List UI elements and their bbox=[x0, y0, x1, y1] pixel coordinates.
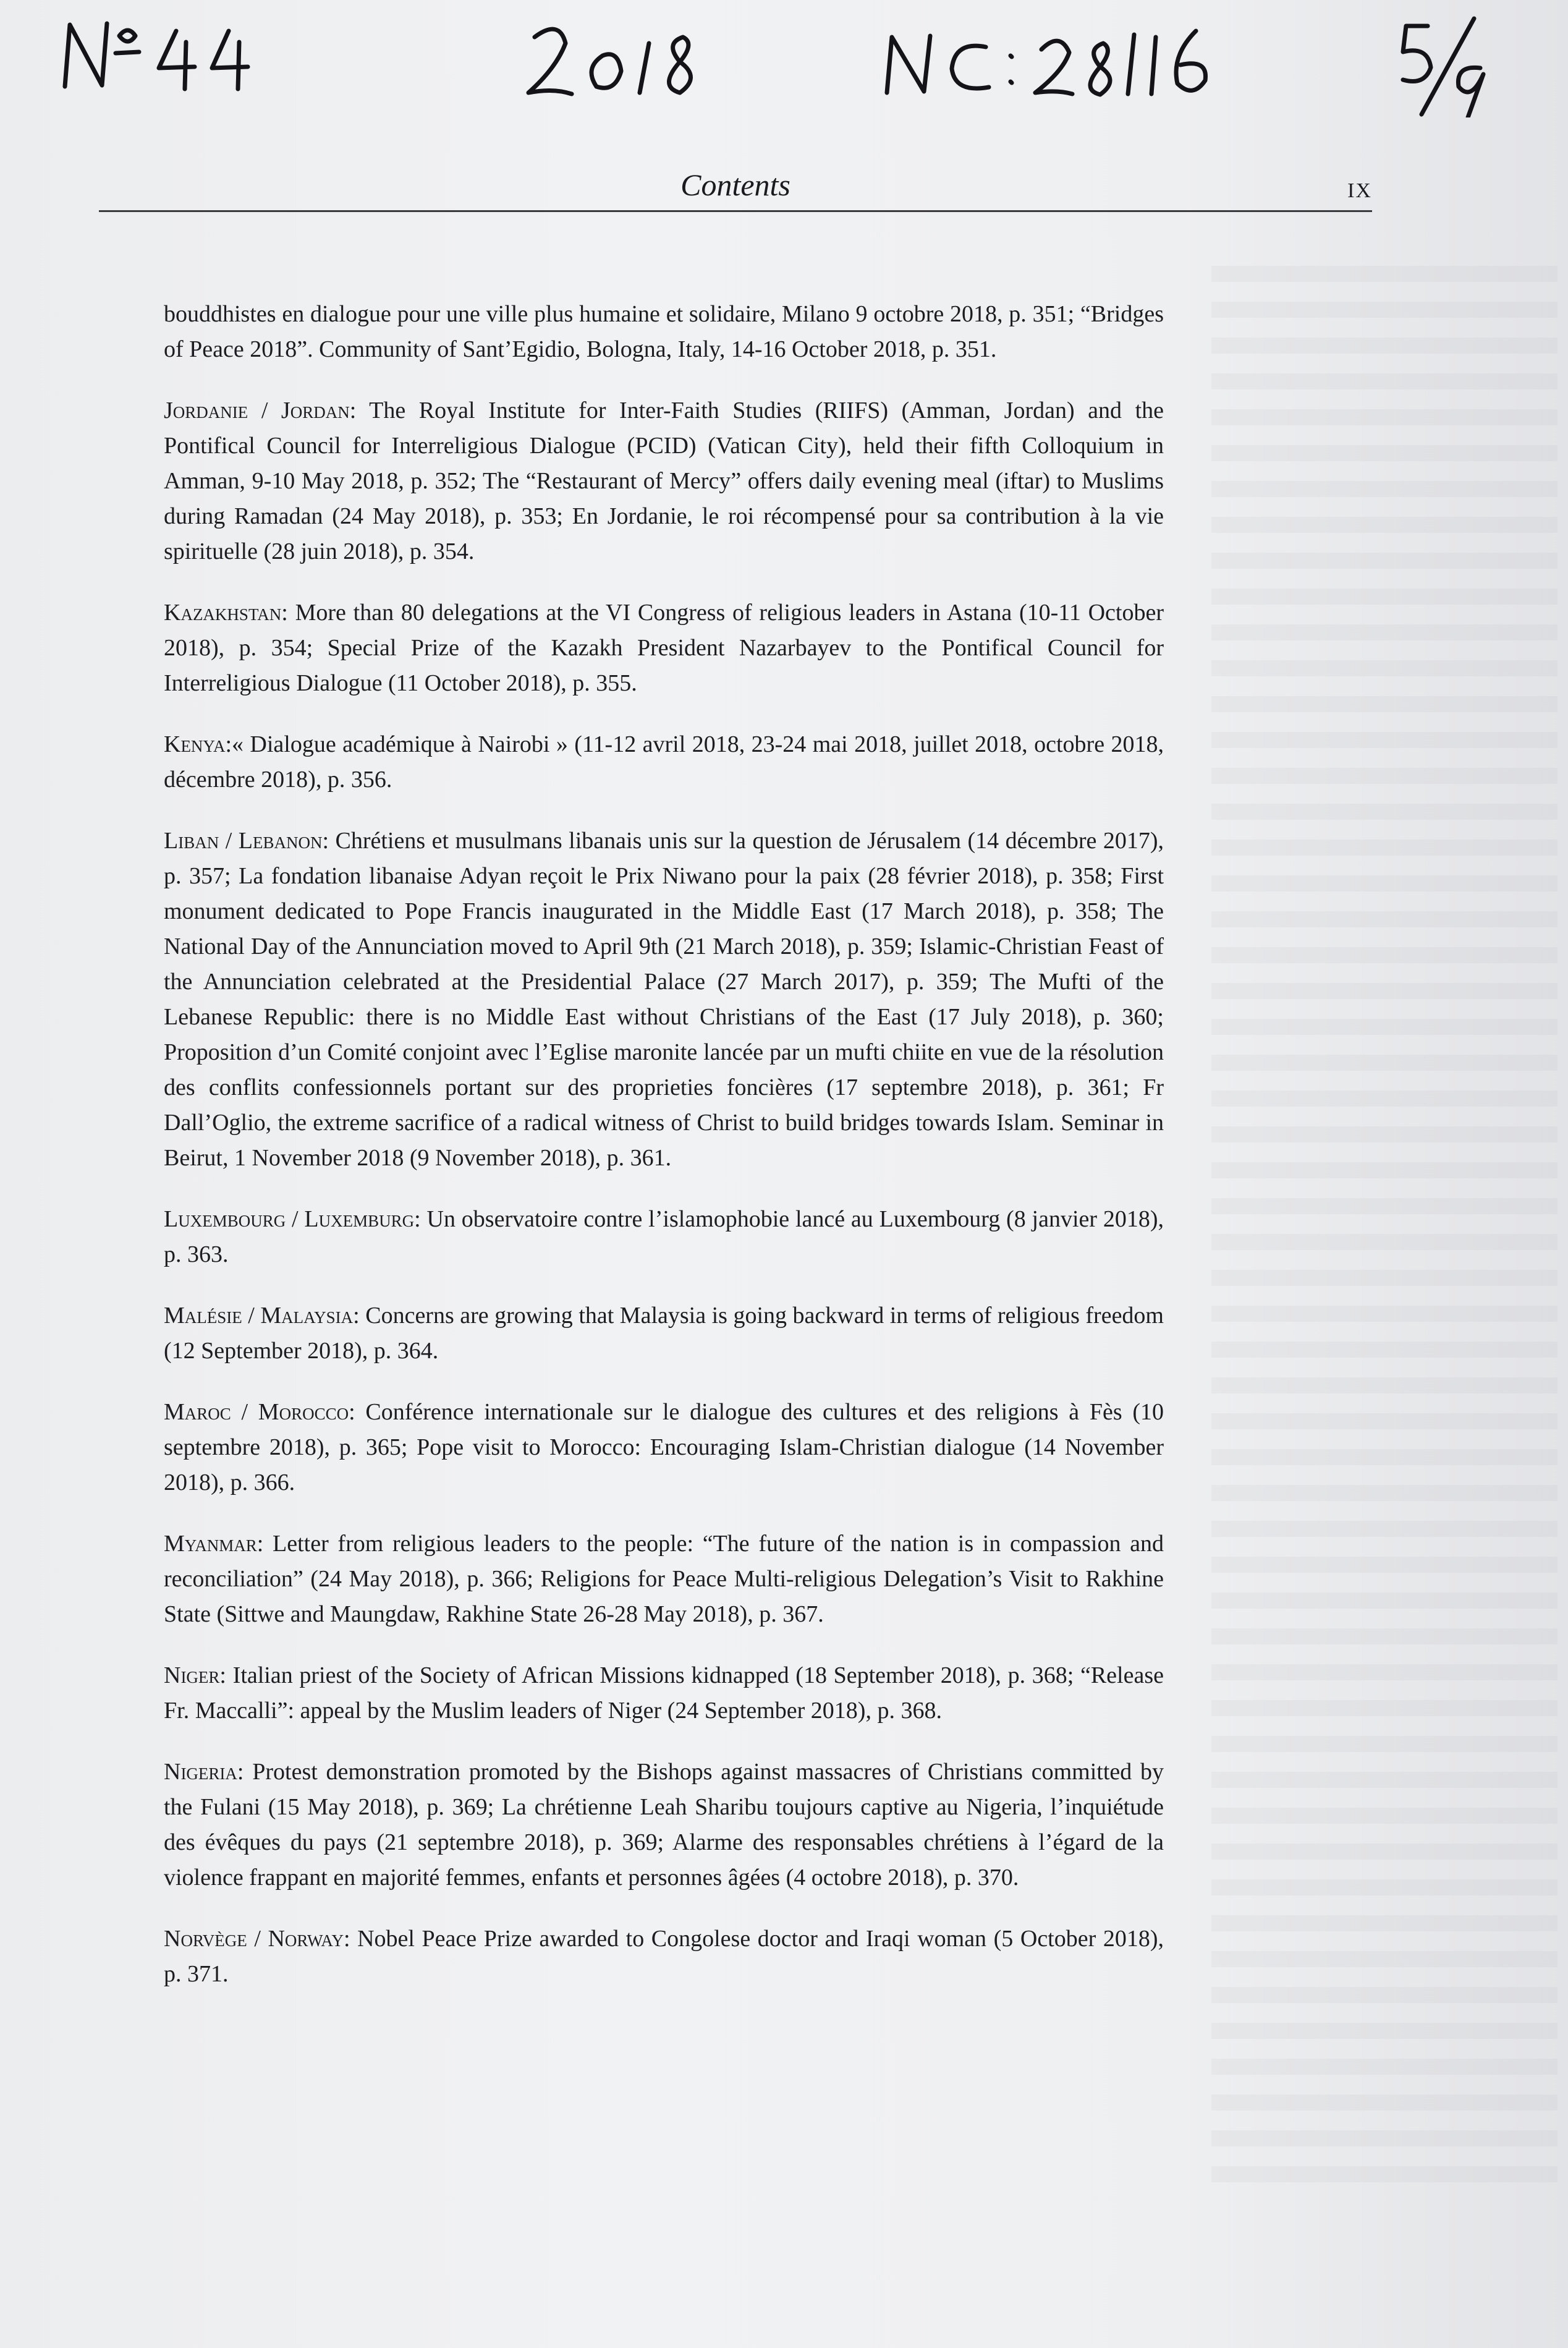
country-heading: Myanmar: bbox=[164, 1531, 264, 1557]
country-heading: Kazakhstan: bbox=[164, 600, 288, 626]
entry-text: Chrétiens et musulmans libanais unis sur la question de Jérusalem (14 décembre 2017), p. 357; La fondation libanaise Adyan reçoit le Prix Niwano pour la paix (28 février 2018), p. 358; First monument dedicated to Pope Francis inaugurated in the Middle East (17 March 2018), p. 358; The National Day of the Annunciation moved to April 9th (21 March 2018), p. 359; Islamic-Christian Feast of the Annunciation celebrated at the Presidential Palace (27 March 2017), p. 359; The Mufti of the Lebanese Republic: there is no Middle East without Christians of the East (17 July 2018), p. 360; Proposition d’un Comité conjoint avec l’Eglise maronite lancée par un mufti chiite en vue de la résolution des conflits confessionnels portant sur des proprieties foncières (17 septembre 2018), p. 361; Fr Dall’Oglio, the extreme sacrifice of a radical witness of Christ to build bridges towards Islam. Seminar in Beirut, 1 November 2018 (9 November 2018), p. 361. bbox=[164, 828, 1164, 1171]
entry-text: Concerns are growing that Malaysia is going backward in terms of religious freedom (12 September 2018), p. 364. bbox=[164, 1303, 1164, 1364]
entry-text: Nobel Peace Prize awarded to Congolese doctor and Iraqi woman (5 October 2018), p. 371. bbox=[164, 1926, 1164, 1987]
handwritten-number-label bbox=[65, 23, 248, 89]
contents-entry-nigeria bbox=[164, 1755, 1164, 1895]
entry-text: Conférence internationale sur le dialogue des cultures et des religions à Fès (10 septembre 2018), p. 365; Pope visit to Morocco: Encouraging Islam-Christian dialogue (14 November 2018), p. 366. bbox=[164, 1399, 1164, 1495]
country-heading: Norvège / Norway: bbox=[164, 1926, 350, 1952]
contents-entry-kenya bbox=[164, 727, 1164, 798]
contents-entry-jordan bbox=[164, 393, 1164, 569]
entry-text: The Royal Institute for Inter-Faith Studies (RIIFS) (Amman, Jordan) and the Pontifical Council for Interreligious Dialogue (PCID) (Vatican City), held their fifth Colloquium in Amman, 9-10 May 2018, p. 352; The “Restaurant of Mercy” offers daily evening meal (iftar) to Muslims during Ramadan (24 May 2018), p. 353; En Jordanie, le roi récompensé pour sa contribution à la vie spirituelle (28 juin 2018), p. 354. bbox=[164, 398, 1164, 564]
show-through-text bbox=[1211, 266, 1557, 2182]
country-heading: Luxembourg / Luxemburg: bbox=[164, 1206, 421, 1232]
contents-entry-lebanon bbox=[164, 823, 1164, 1176]
running-title: Contents bbox=[680, 168, 790, 202]
entry-text: Italian priest of the Society of African Missions kidnapped (18 September 2018), p. 368; “Release Fr. Maccalli”: appeal by the Muslim leaders of Niger (24 September 2018), p. 368. bbox=[164, 1662, 1164, 1724]
country-heading: Niger: bbox=[164, 1662, 226, 1688]
country-heading: Liban / Lebanon: bbox=[164, 828, 329, 854]
country-heading: Kenya: bbox=[164, 731, 232, 757]
handwritten-annotation bbox=[59, 12, 1517, 117]
contents-entry-continuation bbox=[164, 297, 1164, 367]
contents-entry-niger bbox=[164, 1658, 1164, 1729]
country-heading: Nigeria: bbox=[164, 1759, 244, 1785]
contents-list bbox=[164, 297, 1164, 2018]
contents-entry-norway bbox=[164, 1921, 1164, 1992]
entry-text: Letter from religious leaders to the people: “The future of the nation is in compassion and reconciliation” (24 May 2018), p. 366; Religions for Peace Multi-religious Delegation’s Visit to Rakhine State (Sittwe and Maungdaw, Rakhine State 26-28 May 2018), p. 367. bbox=[164, 1531, 1164, 1627]
country-heading: Malésie / Malaysia: bbox=[164, 1303, 360, 1329]
handwritten-volume bbox=[1403, 19, 1483, 117]
entry-text: bouddhistes en dialogue pour une ville plus humaine et solidaire, Milano 9 octobre 2018, p. 351; “Bridges of Peace 2018”. Community of Sant’Egidio, Bologna, Italy, 14-16 October 2018, p. 351. bbox=[164, 301, 1164, 362]
contents-entry-luxembourg bbox=[164, 1202, 1164, 1272]
country-heading: Jordanie / Jordan: bbox=[164, 398, 357, 423]
entry-text: Un observatoire contre l’islamophobie lancé au Luxembourg (8 janvier 2018), p. 363. bbox=[164, 1206, 1164, 1267]
country-heading: Maroc / Morocco: bbox=[164, 1399, 355, 1425]
page-header bbox=[99, 167, 1372, 216]
entry-text: More than 80 delegations at the VI Congress of religious leaders in Astana (10-11 October 2018), p. 354; Special Prize of the Kazakh President Nazarbayev to the Pontifical Council for Interreligious Dialogue (11 October 2018), p. 355. bbox=[164, 600, 1164, 696]
handwritten-year bbox=[528, 29, 691, 94]
contents-entry-malaysia bbox=[164, 1298, 1164, 1369]
entry-text: Protest demonstration promoted by the Bishops against massacres of Christians committed by the Fulani (15 May 2018), p. 369; La chrétienne Leah Sharibu toujours captive au Nigeria, l’inquiétude des évêques du pays (21 septembre 2018), p. 369; Alarme des responsables chrétiens à l’égard de la violence frappant en majorité femmes, enfants et personnes âgées (4 octobre 2018), p. 370. bbox=[164, 1759, 1164, 1891]
handwritten-code bbox=[887, 31, 1206, 95]
contents-entry-myanmar bbox=[164, 1526, 1164, 1632]
page-number: IX bbox=[1347, 179, 1372, 202]
contents-entry-kazakhstan bbox=[164, 595, 1164, 701]
header-rule bbox=[99, 210, 1372, 212]
contents-entry-morocco bbox=[164, 1395, 1164, 1500]
entry-text: « Dialogue académique à Nairobi » (11-12 avril 2018, 23-24 mai 2018, juillet 2018, octobre 2018, décembre 2018), p. 356. bbox=[164, 731, 1164, 793]
